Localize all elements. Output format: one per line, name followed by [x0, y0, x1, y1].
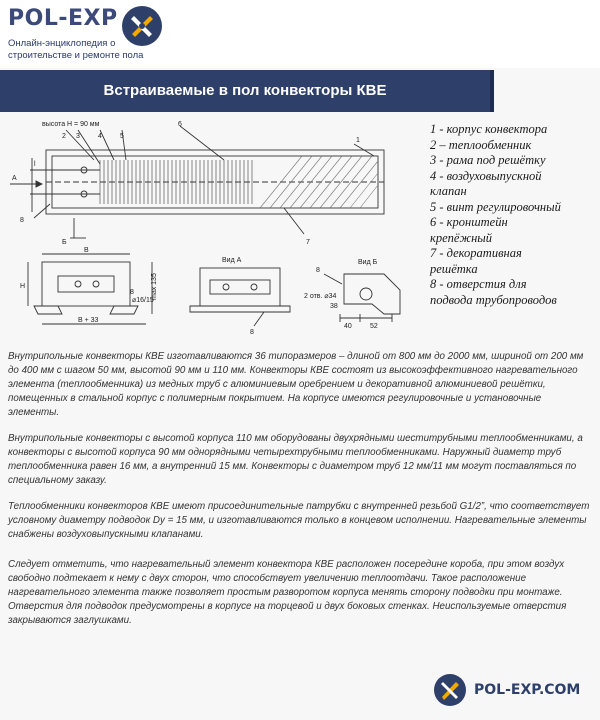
legend-item: крепёжный	[430, 230, 492, 245]
dim-16-15: ⌀16/15	[132, 297, 154, 304]
height-label: высота H = 90 мм	[42, 121, 100, 128]
page-title: Встраиваемые в пол конвекторы КВЕ	[103, 82, 387, 99]
dim-l: l	[34, 161, 36, 168]
arrow-a-label: А	[12, 175, 17, 182]
legend-item: 3 - рама под решётку	[430, 153, 546, 167]
tools-footer-icon	[432, 672, 468, 708]
callout-8-view-b: 8	[316, 267, 320, 274]
legend-item: решётка	[430, 261, 478, 276]
logo-text[interactable]: POL-EXP	[8, 6, 118, 31]
callout-3: 3	[76, 133, 80, 140]
title-banner	[0, 70, 494, 112]
view-a-label: Вид А	[222, 257, 242, 264]
callout-4: 4	[98, 133, 102, 140]
subtitle-line-1: Онлайн-энциклопедия о	[8, 38, 116, 49]
legend-item: 6 - кронштейн	[430, 215, 508, 229]
dim-38: 38	[330, 303, 338, 310]
paragraph-2: Внутрипольные конвекторы с высотой корпуса 110 мм оборудованы двухрядными шеститрубными теплообменниками, а конвекторы с высотой корпуса 90 мм однорядными четырехтрубными теплообменниками. Наружный диаметр труб теплообменника равен 16 мм, а внутренний 15 мм. Конвекторы с диаметром труб 12 мм/11 мм могут поставляться по специальному заказу.	[8, 433, 583, 486]
footer-site-link[interactable]: POL-EXP.COM	[474, 682, 581, 698]
dim-40: 40	[344, 323, 352, 330]
legend-item: 4 - воздуховыпускной	[430, 168, 542, 183]
view-a-outline	[200, 268, 280, 306]
front-view-outline	[42, 262, 130, 306]
callout-6: 6	[178, 121, 182, 128]
legend-item: 5 - винт регулировочный	[430, 199, 561, 214]
callout-8-front: 8	[130, 289, 134, 296]
dim-max135: max 135	[151, 273, 158, 300]
callout-7: 7	[306, 239, 310, 246]
paragraph-3: Теплообменники конвекторов КВЕ имеют присоединительные патрубки с внутренней резьбой G1/2”, что соответствует условному диаметру подводок Dy = 15 мм, и изготавливаются только в концевом исполнении. Нагревательные элементы снабжены воздуховыпускными клапанами.	[8, 501, 590, 540]
header-subtitle	[8, 38, 143, 62]
dim-h: H	[20, 283, 26, 290]
header	[0, 0, 600, 68]
legend-item: 1 - корпус конвектора	[430, 122, 548, 136]
subtitle-line-2: строительстве и ремонте пола	[8, 50, 144, 61]
paragraph-1: Внутрипольные конвекторы КВЕ изготавливаются 36 типоразмеров – длиной от 800 мм до 2000 мм, шириной от 200 мм до 400 мм с шагом 50 мм, высотой 90 мм и 110 мм. Конвекторы КВЕ состоят из высокоэффективного нагревательного элемента (теплообменника) из медных труб с алюминиевым оребрением и декоративной алюминиевой решётки, помещенных в стальной корпус с полимерным покрытием. На корпусе имеются регулировочные и установочные элементы.	[8, 351, 584, 418]
paragraph-4: Следует отметить, что нагревательный элемент конвектора КВЕ расположен посередине короба, при этом воздух свободно подтекает к нему с двух сторон, что способствует увеличению теплоотдачи. Такое расположение нагревательного элемента также позволяет простым разворотом корпуса менять сторону подводки при монтаже. Отверстия для подводок предусмотрены в корпусе на торцевой и двух боковых стенках. Неиспользуемые отверстия закрываются заглушками.	[8, 559, 567, 626]
legend-list	[430, 122, 598, 308]
legend-item: подвода трубопроводов	[430, 292, 557, 307]
callout-8-view-a: 8	[250, 329, 254, 336]
dim-b: B	[84, 247, 89, 254]
dim-b33: B + 33	[78, 317, 99, 324]
legend-item: 2 – теплообменник	[430, 137, 532, 152]
legend-item: 8 - отверстия для	[430, 277, 527, 291]
dim-52: 52	[370, 323, 378, 330]
callout-5: 5	[120, 133, 124, 140]
convector-technical-drawing	[4, 114, 424, 340]
dim-2otv: 2 отв. ⌀34	[304, 293, 337, 300]
callout-8: 8	[20, 217, 24, 224]
arrow-b-label: Б	[62, 239, 67, 246]
callout-2: 2	[62, 133, 66, 140]
view-b-label: Вид Б	[358, 259, 378, 266]
legend-item: клапан	[430, 184, 467, 198]
callout-1: 1	[356, 137, 360, 144]
legend-item: 7 - декоративная	[430, 246, 522, 260]
